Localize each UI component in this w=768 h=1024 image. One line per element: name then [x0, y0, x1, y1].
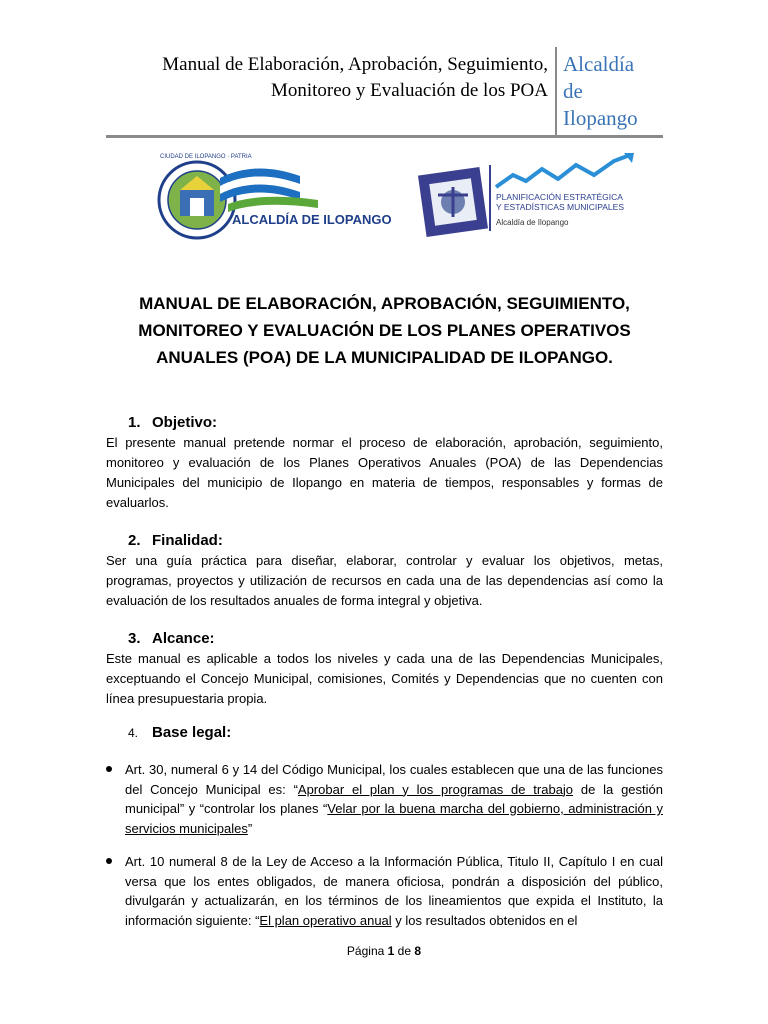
bullet-icon — [106, 858, 112, 864]
bullet-text: Art. 30, numeral 6 y 14 del Código Municipal, los cuales establecen que una de las funciones del Concejo Municipal es: “ — [125, 762, 663, 797]
section-alcance — [106, 629, 663, 709]
bullet-text: de la gestión municipal” y “controlar los planes “ — [125, 781, 663, 816]
bullet-text: Art. 10 numeral 8 de la Ley de Acceso a la Información Pública, Titulo II, Capítulo I en cual versa que los entes obligados, de manera oficiosa, pondrán a disposición del público, divulgarán y actualizarán, en los términos de los lineamientos que expida el Instituto, la información siguiente: “ — [125, 854, 663, 928]
main-title-line-2: MONITOREO Y EVALUACIÓN DE LOS PLANES OPERATIVOS — [138, 321, 631, 340]
section-number: 3. — [128, 630, 141, 647]
header-title-line-1: Manual de Elaboración, Aprobación, Seguimiento, — [162, 54, 548, 75]
logo-left-seal-text: CIUDAD DE ILOPANGO · PATRIA — [160, 154, 252, 160]
section-body: Ser una guía práctica para diseñar, elaborar, controlar y evaluar los objetivos, metas, programas, proyectos y utilización de recursos en cada una de las dependencias así como la evaluación de los resultados anuales de forma integral y objetiva. — [106, 553, 663, 608]
logo-right-line-1: PLANIFICACIÓN ESTRATÉGICA — [496, 192, 623, 202]
header-org-line-2: de — [563, 79, 583, 103]
logo-right-line-2: Y ESTADÍSTICAS MUNICIPALES — [496, 202, 625, 212]
document-main-title — [106, 290, 663, 371]
planificacion-estrategica-logo — [418, 155, 640, 241]
main-title-line-3: ANUALES (POA) DE LA MUNICIPALIDAD DE ILOPANGO. — [156, 348, 613, 367]
bullet-icon — [106, 766, 112, 772]
header-org-line-3: Ilopango — [563, 106, 638, 130]
section-number: 2. — [128, 532, 141, 549]
section-heading: Objetivo: — [152, 414, 218, 431]
bullet-text: y los resultados obtenidos en el — [391, 912, 578, 928]
bullet-underlined-text: El plan operativo anual — [259, 912, 392, 928]
footer-prefix: Página — [346, 944, 385, 958]
header-organization — [563, 51, 673, 132]
alcaldia-ilopango-logo — [150, 148, 392, 263]
document-header-title — [108, 52, 548, 104]
section-body: El presente manual pretende normar el proceso de elaboración, aprobación, seguimiento, monitoreo y evaluación de los Planes Operativos Anuales (POA) de las Dependencias Municipales del municipio de Ilopango en materia de tiempos, responsables y formas de evaluarlos. — [106, 435, 663, 510]
section-heading: Alcance: — [152, 630, 215, 647]
section-heading: Base legal: — [152, 724, 232, 741]
main-title-line-1: MANUAL DE ELABORACIÓN, APROBACIÓN, SEGUIMIENTO, — [139, 294, 630, 313]
logo-right-line-3: Alcaldía de Ilopango — [496, 218, 569, 227]
section-heading: Finalidad: — [152, 532, 223, 549]
section-base-legal — [106, 723, 663, 743]
list-item — [106, 852, 663, 930]
section-objetivo — [106, 413, 663, 513]
footer-current-page: 1 — [387, 944, 395, 958]
header-rule — [106, 135, 663, 138]
bullet-underlined-text: Aprobar el plan y los programas de trabajo — [297, 781, 574, 797]
logo-left-text: ALCALDÍA DE ILOPANGO — [232, 212, 392, 227]
footer-total-pages: 8 — [414, 944, 422, 958]
page-footer — [0, 944, 768, 958]
list-item — [106, 760, 663, 838]
section-number: 4. — [128, 726, 139, 740]
header-org-line-1: Alcaldía — [563, 52, 635, 76]
bullet-text: ” — [247, 820, 253, 836]
header-vertical-divider — [555, 47, 557, 135]
header-title-line-2: Monitoreo y Evaluación de los POA — [270, 80, 548, 101]
footer-middle: de — [397, 944, 412, 958]
section-number: 1. — [128, 414, 141, 431]
section-finalidad — [106, 531, 663, 611]
bullet-underlined-text: Velar por la buena marcha del gobierno, administración y servicios municipales — [125, 801, 663, 836]
section-body: Este manual es aplicable a todos los niveles y cada una de las Dependencias Municipales, exceptuando el Concejo Municipal, comisiones, Comités y Dependencias que no cuenten con línea presupuestaria propia. — [106, 651, 663, 706]
